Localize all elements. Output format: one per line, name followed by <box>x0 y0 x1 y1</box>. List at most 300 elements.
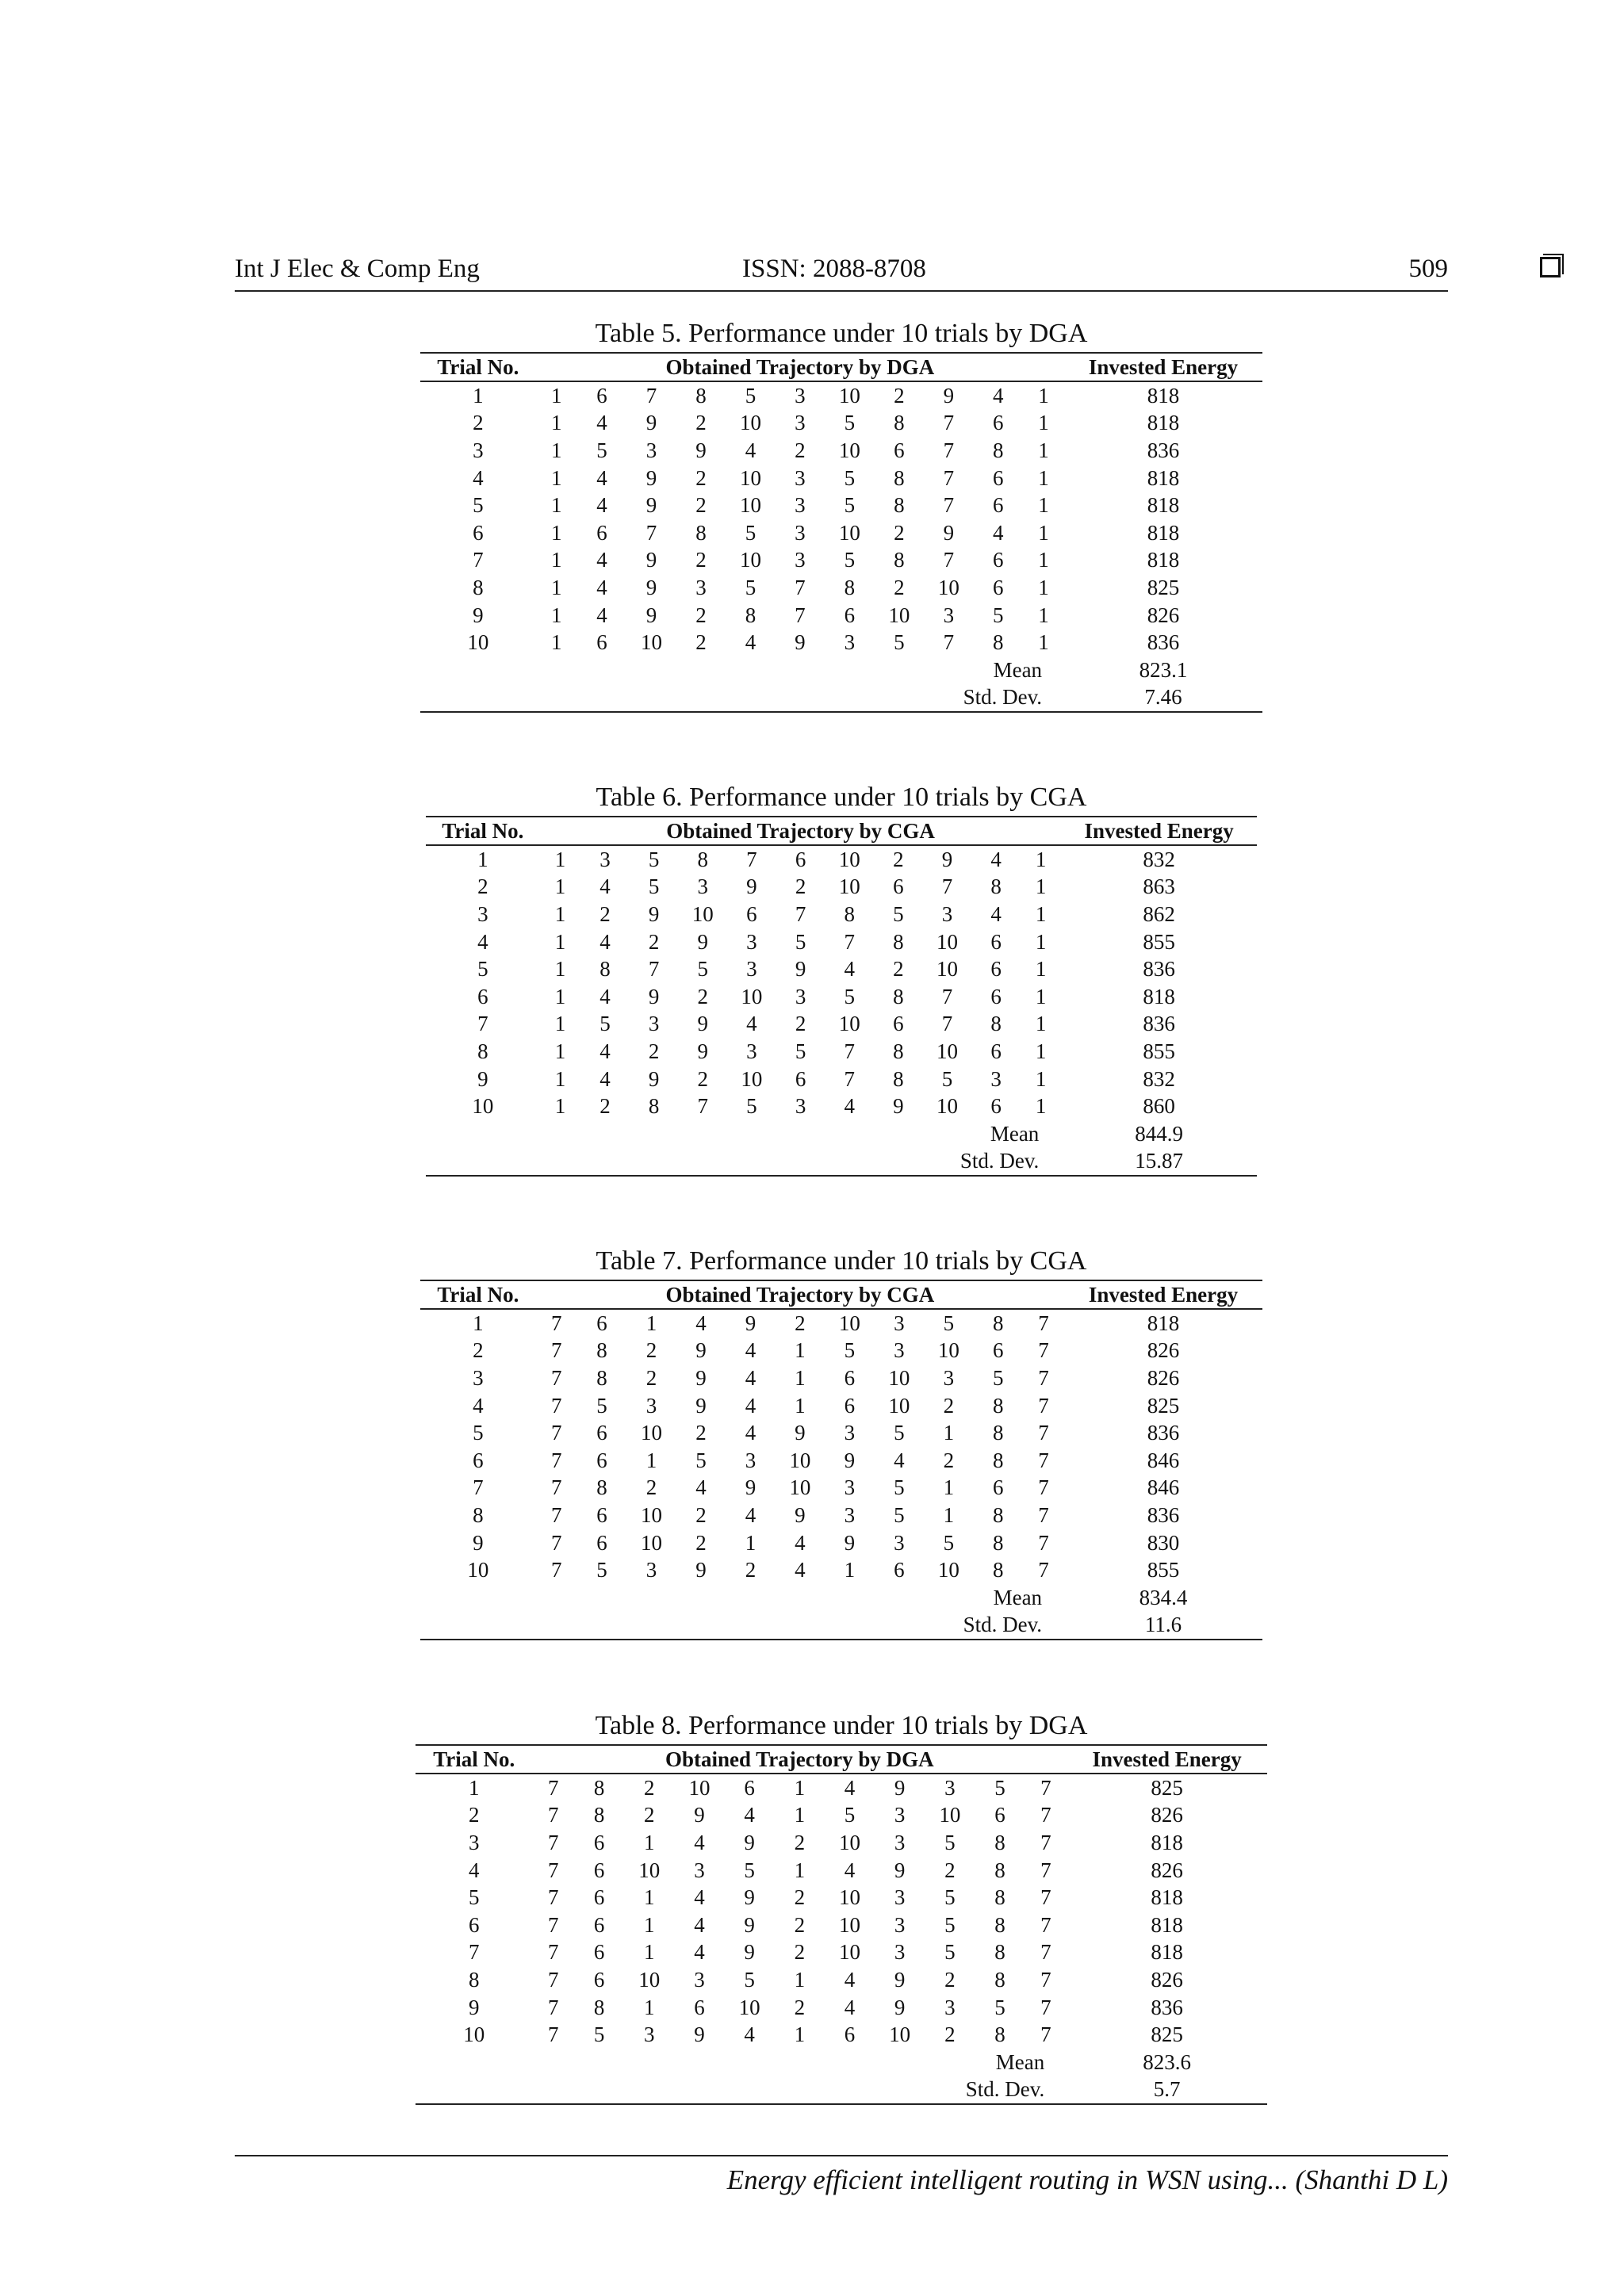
node-cell: 1 <box>1035 874 1047 899</box>
table-row <box>420 1364 1262 1392</box>
node-cell: 2 <box>944 1967 956 1992</box>
node-cell: 10 <box>739 493 761 518</box>
table-row <box>426 845 1257 874</box>
table-row <box>426 1038 1257 1066</box>
node-cell: 7 <box>1038 1393 1049 1418</box>
node-cell: 1 <box>1035 1012 1047 1036</box>
energy-cell: 860 <box>1143 1094 1175 1119</box>
trial-cell: 9 <box>473 603 484 627</box>
node-cell: 4 <box>596 548 607 572</box>
node-cell: 1 <box>1038 548 1049 572</box>
table-row <box>426 1066 1257 1093</box>
node-cell: 7 <box>943 411 955 435</box>
trial-cell: 6 <box>473 520 484 545</box>
table-row <box>420 381 1262 410</box>
node-cell: 1 <box>644 1885 655 1910</box>
node-cell: 4 <box>844 1775 856 1800</box>
node-cell: 1 <box>554 874 566 899</box>
node-cell: 10 <box>936 957 958 982</box>
node-cell: 5 <box>993 603 1004 627</box>
node-cell: 1 <box>795 1393 806 1418</box>
node-cell: 10 <box>888 603 910 627</box>
node-cell: 9 <box>648 1066 660 1091</box>
table-row <box>416 1774 1267 1802</box>
node-cell: 2 <box>695 493 707 518</box>
node-cell: 10 <box>838 1311 860 1335</box>
node-cell: 7 <box>943 465 955 490</box>
node-cell: 1 <box>1038 411 1049 435</box>
trial-cell: 10 <box>463 2022 485 2047</box>
node-cell: 10 <box>641 630 662 655</box>
node-cell: 1 <box>745 1530 756 1555</box>
node-cell: 6 <box>993 411 1004 435</box>
node-cell: 10 <box>688 1775 710 1800</box>
node-cell: 8 <box>994 1912 1005 1937</box>
node-cell: 3 <box>944 1775 956 1800</box>
energy-cell: 855 <box>1143 1039 1175 1063</box>
table-row <box>420 519 1262 547</box>
energy-cell: 846 <box>1147 1475 1180 1500</box>
node-cell: 6 <box>596 520 607 545</box>
node-cell: 7 <box>1040 1803 1051 1827</box>
node-cell: 10 <box>888 1365 910 1390</box>
std-dev-row <box>420 1612 1262 1640</box>
energy-cell: 836 <box>1147 1502 1180 1527</box>
node-cell: 9 <box>744 1830 755 1854</box>
energy-cell: 825 <box>1151 1775 1183 1800</box>
node-cell: 3 <box>894 1530 905 1555</box>
node-cell: 5 <box>593 2022 605 2047</box>
node-cell: 9 <box>645 493 657 518</box>
energy-cell: 836 <box>1147 1421 1180 1445</box>
node-cell: 9 <box>795 1502 806 1527</box>
trial-cell: 2 <box>473 1338 484 1363</box>
trial-cell: 4 <box>473 1393 484 1418</box>
node-cell: 10 <box>838 847 860 871</box>
table-row <box>420 437 1262 465</box>
stat-value: 11.6 <box>1064 1612 1262 1640</box>
node-cell: 10 <box>888 1393 910 1418</box>
table-6 <box>426 779 1257 1177</box>
node-cell: 7 <box>547 1967 559 1992</box>
node-cell: 6 <box>993 548 1004 572</box>
energy-cell: 830 <box>1147 1530 1180 1555</box>
node-cell: 4 <box>990 901 1002 926</box>
header-row <box>426 817 1257 845</box>
node-cell: 5 <box>596 1558 607 1582</box>
node-cell: 7 <box>551 1311 562 1335</box>
node-cell: 1 <box>795 1365 806 1390</box>
node-cell: 6 <box>596 383 607 408</box>
node-cell: 7 <box>941 1012 953 1036</box>
node-cell: 4 <box>844 1858 856 1882</box>
node-cell: 4 <box>990 847 1002 871</box>
node-cell: 2 <box>794 1940 806 1965</box>
node-cell: 7 <box>551 1558 562 1582</box>
node-cell: 7 <box>943 493 955 518</box>
node-cell: 5 <box>943 1311 955 1335</box>
node-cell: 7 <box>1040 2022 1051 2047</box>
node-cell: 7 <box>697 1094 709 1119</box>
node-cell: 3 <box>694 1967 705 1992</box>
node-cell: 8 <box>844 901 855 926</box>
node-cell: 8 <box>993 1558 1004 1582</box>
node-cell: 5 <box>745 383 756 408</box>
node-cell: 10 <box>889 2022 911 2047</box>
node-cell: 9 <box>744 1940 755 1965</box>
trial-cell: 10 <box>467 630 489 655</box>
node-cell: 1 <box>794 1803 806 1827</box>
node-cell: 5 <box>944 1912 956 1937</box>
table-row <box>416 1939 1267 1967</box>
trial-cell: 5 <box>468 1885 480 1910</box>
energy-cell: 855 <box>1143 929 1175 954</box>
energy-cell: 855 <box>1147 1558 1180 1582</box>
node-cell: 3 <box>746 1039 757 1063</box>
node-cell: 5 <box>844 984 855 1008</box>
node-cell: 2 <box>795 1311 806 1335</box>
trial-cell: 8 <box>473 575 484 599</box>
node-cell: 5 <box>744 1967 755 1992</box>
node-cell: 7 <box>551 1365 562 1390</box>
energy-cell: 818 <box>1151 1885 1183 1910</box>
node-cell: 9 <box>645 411 657 435</box>
header-row <box>416 1745 1267 1774</box>
node-cell: 6 <box>795 847 806 871</box>
node-cell: 1 <box>554 847 566 871</box>
mean-row <box>426 1120 1257 1148</box>
node-cell: 1 <box>1035 847 1047 871</box>
node-cell: 1 <box>1038 383 1049 408</box>
node-cell: 10 <box>936 1094 958 1119</box>
node-cell: 9 <box>795 630 806 655</box>
node-cell: 5 <box>795 929 806 954</box>
node-cell: 5 <box>941 1066 953 1091</box>
node-cell: 1 <box>1038 493 1049 518</box>
node-cell: 1 <box>644 1995 655 2019</box>
node-cell: 6 <box>844 1393 856 1418</box>
trial-cell: 2 <box>468 1803 480 1827</box>
energy-cell: 818 <box>1151 1830 1183 1854</box>
node-cell: 3 <box>795 411 806 435</box>
node-cell: 2 <box>697 984 709 1008</box>
energy-cell: 836 <box>1147 438 1180 462</box>
energy-cell: 825 <box>1151 2022 1183 2047</box>
node-cell: 1 <box>1038 438 1049 462</box>
stat-label: Std. Dev. <box>416 2076 1067 2105</box>
node-cell: 6 <box>993 493 1004 518</box>
stat-value: 823.6 <box>1143 2049 1191 2074</box>
node-cell: 1 <box>1038 520 1049 545</box>
node-cell: 2 <box>893 847 904 871</box>
node-cell: 8 <box>596 1365 607 1390</box>
table-row <box>420 1556 1262 1584</box>
node-cell: 3 <box>795 493 806 518</box>
table-caption: Table 5. Performance under 10 trials by DGA <box>595 319 1088 348</box>
node-cell: 9 <box>894 1775 906 1800</box>
table-row <box>420 602 1262 629</box>
node-cell: 9 <box>894 1858 906 1882</box>
node-cell: 1 <box>551 383 562 408</box>
node-cell: 4 <box>795 1530 806 1555</box>
mean-row <box>420 1584 1262 1612</box>
node-cell: 1 <box>644 1940 655 1965</box>
node-cell: 1 <box>1035 957 1047 982</box>
node-cell: 9 <box>795 957 806 982</box>
node-cell: 6 <box>795 1066 806 1091</box>
node-cell: 10 <box>691 901 714 926</box>
node-cell: 6 <box>593 1885 605 1910</box>
energy-cell: 825 <box>1147 1393 1180 1418</box>
node-cell: 5 <box>648 847 660 871</box>
node-cell: 7 <box>795 603 806 627</box>
table-row <box>420 1447 1262 1475</box>
node-cell: 1 <box>554 1094 566 1119</box>
node-cell: 3 <box>648 1012 660 1036</box>
stat-label: Std. Dev. <box>420 1612 1064 1640</box>
node-cell: 4 <box>993 520 1004 545</box>
energy-cell: 826 <box>1147 1365 1180 1390</box>
trial-cell: 3 <box>477 901 488 926</box>
node-cell: 10 <box>838 1830 860 1854</box>
node-cell: 6 <box>744 1775 755 1800</box>
energy-cell: 826 <box>1147 603 1180 627</box>
node-cell: 2 <box>695 411 707 435</box>
node-cell: 3 <box>746 957 757 982</box>
node-cell: 10 <box>936 929 958 954</box>
node-cell: 8 <box>994 1967 1005 1992</box>
node-cell: 8 <box>994 2022 1005 2047</box>
node-cell: 1 <box>554 1039 566 1063</box>
node-cell: 7 <box>551 1338 562 1363</box>
node-cell: 5 <box>844 1803 856 1827</box>
node-cell: 10 <box>838 1912 860 1937</box>
node-cell: 9 <box>844 1448 856 1472</box>
node-cell: 7 <box>547 1940 559 1965</box>
node-cell: 2 <box>943 1393 955 1418</box>
node-cell: 5 <box>943 1530 955 1555</box>
table-5 <box>420 316 1262 713</box>
energy-cell: 818 <box>1147 1311 1180 1335</box>
trial-cell: 8 <box>468 1967 480 1992</box>
node-cell: 1 <box>1038 465 1049 490</box>
node-cell: 8 <box>844 575 856 599</box>
stat-value: 7.46 <box>1064 684 1262 713</box>
node-cell: 6 <box>990 929 1002 954</box>
trial-cell: 8 <box>473 1502 484 1527</box>
node-cell: 7 <box>943 548 955 572</box>
node-cell: 10 <box>939 1803 961 1827</box>
trial-cell: 7 <box>468 1940 480 1965</box>
node-cell: 1 <box>794 2022 806 2047</box>
energy-cell: 832 <box>1143 1066 1175 1091</box>
node-cell: 9 <box>648 901 660 926</box>
mean-row <box>416 2049 1267 2076</box>
node-cell: 6 <box>993 1338 1004 1363</box>
node-cell: 8 <box>695 383 707 408</box>
node-cell: 1 <box>551 548 562 572</box>
energy-cell: 818 <box>1147 411 1180 435</box>
node-cell: 5 <box>648 874 660 899</box>
energy-cell: 826 <box>1151 1967 1183 1992</box>
node-cell: 4 <box>695 1311 707 1335</box>
node-cell: 1 <box>551 465 562 490</box>
node-cell: 2 <box>695 603 707 627</box>
node-cell: 6 <box>596 1502 607 1527</box>
node-cell: 7 <box>547 1830 559 1854</box>
node-cell: 6 <box>894 1558 905 1582</box>
table-row <box>426 928 1257 956</box>
stat-label: Mean <box>993 657 1043 682</box>
node-cell: 10 <box>789 1475 811 1500</box>
node-cell: 4 <box>596 493 607 518</box>
node-cell: 8 <box>990 1012 1002 1036</box>
table-row <box>420 547 1262 575</box>
node-cell: 8 <box>893 1039 904 1063</box>
trial-cell: 5 <box>473 1421 484 1445</box>
node-cell: 4 <box>596 465 607 490</box>
trial-header: Trial No. <box>416 1745 532 1774</box>
node-cell: 6 <box>990 984 1002 1008</box>
node-cell: 4 <box>844 1967 856 1992</box>
stat-label: Std. Dev. <box>426 1148 1061 1177</box>
trial-cell: 3 <box>473 438 484 462</box>
node-cell: 4 <box>745 1421 756 1445</box>
node-cell: 2 <box>745 1558 756 1582</box>
node-cell: 10 <box>641 1421 662 1445</box>
node-cell: 10 <box>741 1066 763 1091</box>
node-cell: 8 <box>993 1448 1004 1472</box>
node-cell: 6 <box>990 1039 1002 1063</box>
node-cell: 5 <box>745 575 756 599</box>
node-cell: 7 <box>844 929 855 954</box>
trial-cell: 4 <box>473 465 484 490</box>
node-cell: 9 <box>645 575 657 599</box>
node-cell: 9 <box>695 1338 707 1363</box>
node-cell: 7 <box>1038 1475 1049 1500</box>
node-cell: 2 <box>695 1502 707 1527</box>
node-cell: 1 <box>1038 575 1049 599</box>
node-cell: 2 <box>648 1039 660 1063</box>
energy-cell: 818 <box>1147 465 1180 490</box>
node-cell: 5 <box>994 1775 1005 1800</box>
node-cell: 10 <box>739 548 761 572</box>
node-cell: 7 <box>547 1775 559 1800</box>
node-cell: 8 <box>893 929 904 954</box>
energy-cell: 836 <box>1143 1012 1175 1036</box>
node-cell: 3 <box>694 1858 705 1882</box>
node-cell: 2 <box>893 957 904 982</box>
energy-cell: 818 <box>1151 1940 1183 1965</box>
node-cell: 7 <box>1038 1421 1049 1445</box>
node-cell: 4 <box>745 1338 756 1363</box>
node-cell: 7 <box>547 1995 559 2019</box>
node-cell: 1 <box>551 630 562 655</box>
issn: ISSN: 2088-8708 <box>742 254 926 283</box>
node-cell: 7 <box>844 1066 855 1091</box>
node-cell: 8 <box>599 957 611 982</box>
node-cell: 2 <box>794 1995 806 2019</box>
table-row <box>416 1857 1267 1885</box>
trial-header: Trial No. <box>420 1280 536 1309</box>
node-cell: 2 <box>695 1530 707 1555</box>
node-cell: 1 <box>554 1012 566 1036</box>
node-cell: 6 <box>990 957 1002 982</box>
results-table <box>426 816 1257 1177</box>
stat-label: Mean <box>995 2049 1045 2074</box>
stat-label: Mean <box>990 1121 1040 1146</box>
node-cell: 7 <box>1040 1995 1051 2019</box>
node-cell: 4 <box>744 1803 755 1827</box>
node-cell: 7 <box>1038 1530 1049 1555</box>
stat-label: Std. Dev. <box>420 684 1064 713</box>
trial-cell: 7 <box>473 548 484 572</box>
node-cell: 7 <box>1040 1858 1051 1882</box>
node-cell: 5 <box>596 438 607 462</box>
node-cell: 2 <box>645 1365 657 1390</box>
node-cell: 3 <box>990 1066 1002 1091</box>
trial-cell: 6 <box>468 1912 480 1937</box>
node-cell: 4 <box>795 1558 806 1582</box>
node-cell: 1 <box>551 493 562 518</box>
node-cell: 7 <box>645 520 657 545</box>
node-cell: 4 <box>745 630 756 655</box>
node-cell: 4 <box>599 929 611 954</box>
stat-value: 5.7 <box>1067 2076 1267 2105</box>
node-cell: 3 <box>795 548 806 572</box>
node-cell: 2 <box>894 520 905 545</box>
node-cell: 5 <box>844 411 856 435</box>
node-cell: 10 <box>838 1940 860 1965</box>
energy-cell: 836 <box>1151 1995 1183 2019</box>
node-cell: 5 <box>944 1830 956 1854</box>
node-cell: 9 <box>695 1393 707 1418</box>
table-row <box>426 1011 1257 1039</box>
energy-cell: 832 <box>1143 847 1175 871</box>
node-cell: 3 <box>795 520 806 545</box>
page-header <box>235 252 1448 292</box>
node-cell: 7 <box>943 630 955 655</box>
node-cell: 9 <box>795 1421 806 1445</box>
node-cell: 8 <box>994 1885 1005 1910</box>
energy-cell: 825 <box>1147 575 1180 599</box>
node-cell: 7 <box>1040 1940 1051 1965</box>
trial-cell: 4 <box>477 929 488 954</box>
node-cell: 7 <box>941 874 953 899</box>
node-cell: 1 <box>1035 901 1047 926</box>
node-cell: 9 <box>645 548 657 572</box>
table-row <box>420 629 1262 656</box>
node-cell: 7 <box>551 1502 562 1527</box>
table-7 <box>420 1243 1262 1640</box>
node-cell: 1 <box>1035 984 1047 1008</box>
node-cell: 4 <box>694 1885 705 1910</box>
node-cell: 7 <box>1038 1558 1049 1582</box>
node-cell: 8 <box>695 520 707 545</box>
node-cell: 6 <box>893 1012 904 1036</box>
node-cell: 1 <box>554 957 566 982</box>
node-cell: 8 <box>994 1830 1005 1854</box>
energy-cell: 826 <box>1151 1858 1183 1882</box>
page-footer: Energy efficient intelligent routing in WSN using... (Shanthi D L) <box>726 2164 1448 2195</box>
node-cell: 5 <box>695 1448 707 1472</box>
table-row <box>426 901 1257 928</box>
mean-row <box>420 656 1262 684</box>
node-cell: 3 <box>697 874 709 899</box>
node-cell: 1 <box>1035 1039 1047 1063</box>
table-row <box>426 955 1257 983</box>
energy-cell: 818 <box>1151 1912 1183 1937</box>
